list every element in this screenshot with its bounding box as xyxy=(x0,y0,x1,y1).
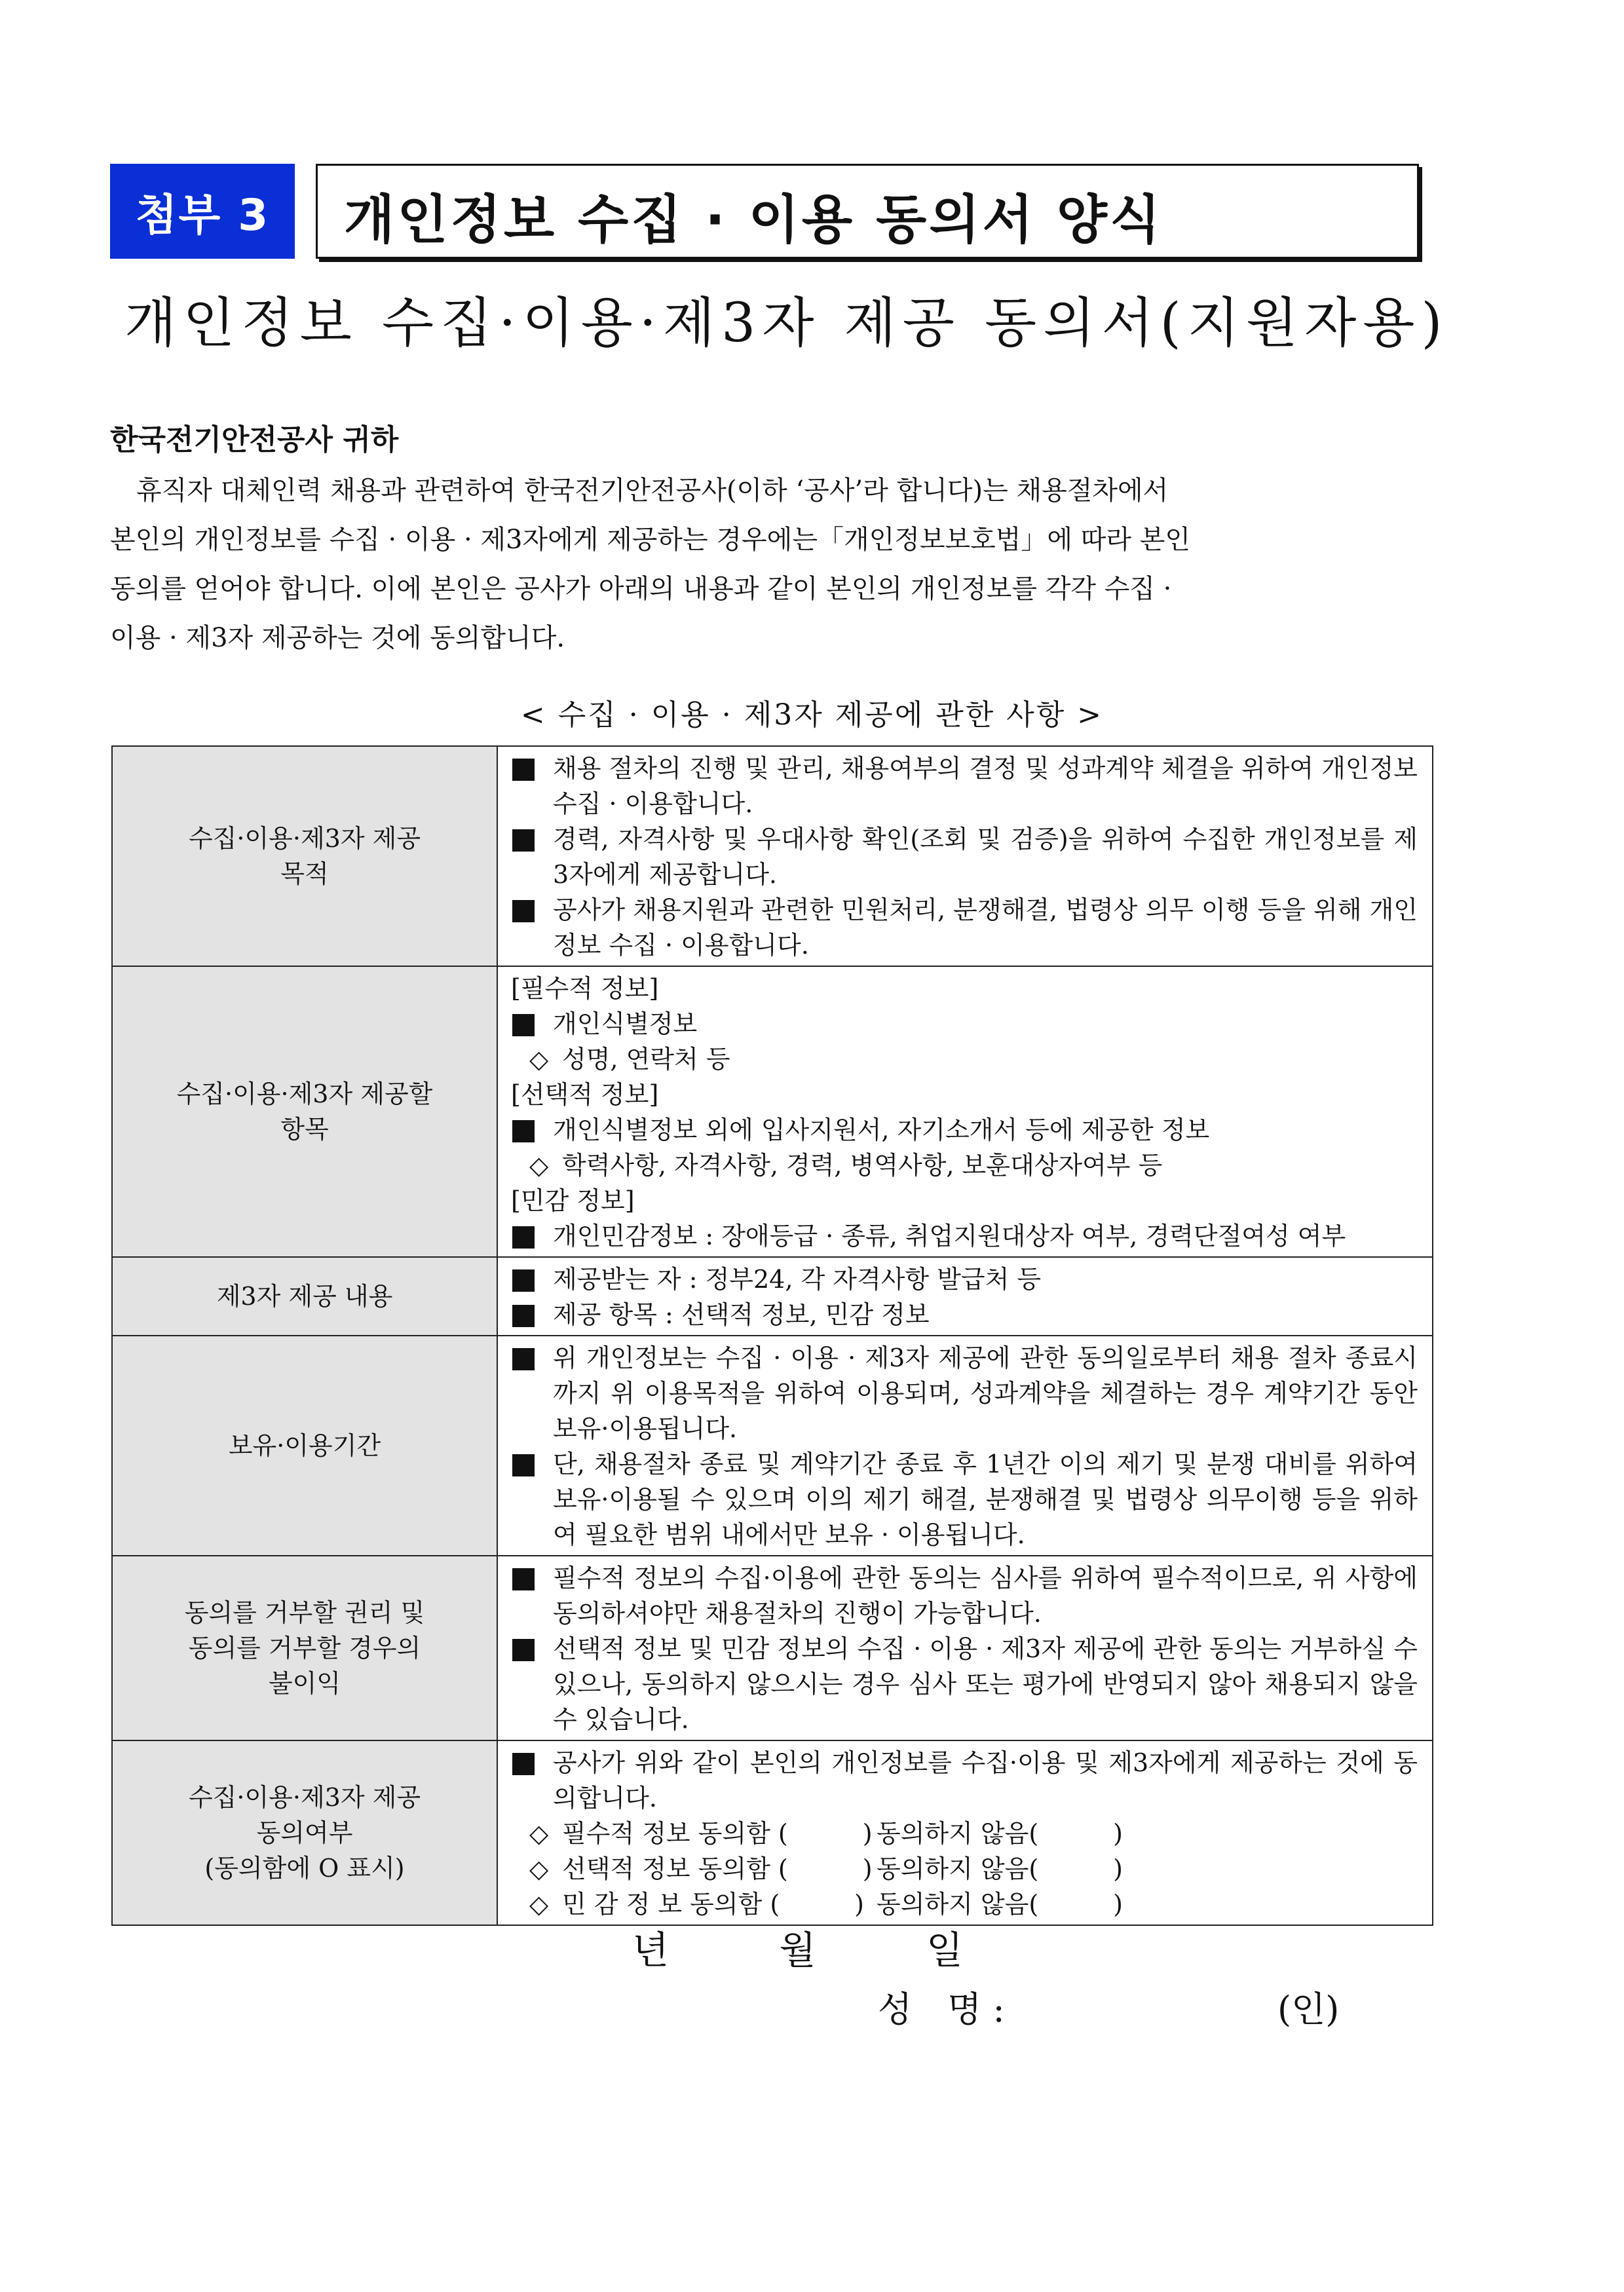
table-row-items xyxy=(112,966,1433,1257)
consent-option-required xyxy=(511,1816,1418,1851)
agree-checkbox[interactable]: 필수적 정보 동의함 ( ) xyxy=(562,1819,873,1848)
intro-line: 휴직자 대체인력 채용과 관련하여 한국전기안전공사(이하 ‘공사’라 합니다)는 채용절차에서 xyxy=(110,476,1169,506)
month-field[interactable]: 월 xyxy=(779,1928,816,1972)
list-item: 공사가 채용지원과 관련한 민원처리, 분쟁해결, 법령상 의무 이행 등을 위해 개인정보 수집 · 이용합니다. xyxy=(511,892,1418,963)
diamond-icon: ◇ xyxy=(529,1890,549,1919)
list-item: 채용 절차의 진행 및 관리, 채용여부의 결정 및 성과계약 체결을 위하여 개인정보 수집 · 이용합니다. xyxy=(511,751,1418,821)
black-square-icon xyxy=(512,1014,535,1036)
consent-option-sensitive xyxy=(511,1887,1418,1922)
list-item: 경력, 자격사항 및 우대사항 확인(조회 및 검증)을 위하여 수집한 개인정보를 제3자에게 제공합니다. xyxy=(511,821,1418,892)
black-square-icon xyxy=(512,1454,535,1476)
row-content xyxy=(497,1336,1433,1556)
agree-checkbox[interactable]: 선택적 정보 동의함 ( ) xyxy=(562,1854,873,1883)
black-square-icon xyxy=(512,829,535,852)
list-item: 필수적 정보의 수집·이용에 관한 동의는 심사를 위하여 필수적이므로, 위 사항에 동의하셔야만 채용절차의 진행이 가능합니다. xyxy=(511,1560,1418,1631)
row-content xyxy=(497,746,1433,966)
list-item: 위 개인정보는 수집 · 이용 · 제3자 제공에 관한 동의일로부터 채용 절차 종료시까지 위 이용목적을 위하여 이용되며, 성과계약을 체결하는 경우 계약기간 동안 보유·이용됩니다. xyxy=(511,1340,1418,1446)
row-label: 수집·이용·제3자 제공 목적 xyxy=(112,746,497,966)
intro-line: 본인의 개인정보를 수집 · 이용 · 제3자에게 제공하는 경우에는「개인정보보호법」에 따라 본인 xyxy=(110,525,1191,555)
table-row-consent xyxy=(112,1740,1433,1925)
row-content xyxy=(497,1257,1433,1336)
day-field[interactable]: 일 xyxy=(926,1928,963,1972)
diamond-icon: ◇ xyxy=(529,1854,549,1883)
consent-statement: 공사가 위와 같이 본인의 개인정보를 수집·이용 및 제3자에게 제공하는 것에 동의합니다. xyxy=(511,1745,1418,1816)
intro-line: 이용 · 제3자 제공하는 것에 동의합니다. xyxy=(110,623,565,653)
black-square-icon xyxy=(512,759,535,781)
signature-name-field[interactable]: 성 명 : xyxy=(878,1989,1005,2030)
list-item: 개인식별정보 xyxy=(511,1006,1418,1042)
required-heading: [필수적 정보] xyxy=(511,974,659,1003)
list-item: 제공 항목 : 선택적 정보, 민감 정보 xyxy=(511,1297,1418,1332)
diamond-icon: ◇ xyxy=(529,1819,549,1848)
date-line xyxy=(632,1919,963,1974)
table-row-third-party xyxy=(112,1257,1433,1336)
black-square-icon xyxy=(512,1568,535,1590)
black-square-icon xyxy=(512,1226,535,1249)
disagree-checkbox[interactable]: 동의하지 않음( ) xyxy=(877,1819,1123,1848)
diamond-icon: ◇ xyxy=(529,1151,549,1180)
row-label: 수집·이용·제3자 제공할 항목 xyxy=(112,966,497,1257)
disagree-checkbox[interactable]: 동의하지 않음( ) xyxy=(877,1854,1123,1883)
disagree-checkbox[interactable]: 동의하지 않음( ) xyxy=(877,1890,1123,1919)
year-field[interactable]: 년 xyxy=(632,1928,670,1972)
list-item: 개인민감정보 : 장애등급 · 종류, 취업지원대상자 여부, 경력단절여성 여부 xyxy=(511,1218,1418,1254)
row-label: 동의를 거부할 권리 및 동의를 거부할 경우의 불이익 xyxy=(112,1556,497,1740)
intro-line: 동의를 얻어야 합니다. 이에 본인은 공사가 아래의 내용과 같이 본인의 개인정보를 각각 수집 · xyxy=(110,574,1172,604)
list-item: 단, 채용절차 종료 및 계약기간 종료 후 1년간 이의 제기 및 분쟁 대비를 위하여 보유·이용될 수 있으며 이의 제기 해결, 분쟁해결 및 법령상 의무이행 등을 위하여 필요한 범위 내에서만 보유 · 이용됩니다. xyxy=(511,1446,1418,1552)
diamond-icon: ◇ xyxy=(529,1045,549,1074)
black-square-icon xyxy=(512,1305,535,1327)
seal-mark: (인) xyxy=(1277,1989,1340,2030)
recipient: 한국전기안전공사 귀하 xyxy=(110,423,399,457)
black-square-icon xyxy=(512,1120,535,1142)
sub-item: ◇ 성명, 연락처 등 xyxy=(511,1042,1418,1077)
optional-heading: [선택적 정보] xyxy=(511,1080,659,1109)
row-label: 보유·이용기간 xyxy=(112,1336,497,1556)
sensitive-heading: [민감 정보] xyxy=(511,1186,635,1215)
table-row-retention xyxy=(112,1336,1433,1556)
black-square-icon xyxy=(512,900,535,922)
consent-option-optional xyxy=(511,1851,1418,1887)
agree-checkbox[interactable]: 민 감 정 보 동의함 ( ) xyxy=(562,1890,865,1919)
row-content xyxy=(497,1556,1433,1740)
black-square-icon xyxy=(512,1639,535,1661)
list-item: 선택적 정보 및 민감 정보의 수집 · 이용 · 제3자 제공에 관한 동의는 거부하실 수 있으나, 동의하지 않으시는 경우 심사 또는 평가에 반영되지 않아 채용되지 않을 수 있습니다. xyxy=(511,1631,1418,1737)
black-square-icon xyxy=(512,1753,535,1775)
document-title: 개인정보 수집·이용·제3자 제공 동의서(지원자용) xyxy=(124,292,1449,354)
table-row-purpose xyxy=(112,746,1433,966)
attachment-header xyxy=(110,164,1419,259)
section-heading: < 수집 · 이용 · 제3자 제공에 관한 사항 > xyxy=(520,698,1104,732)
consent-table xyxy=(111,745,1433,1926)
header-title: 개인정보 수집 · 이용 동의서 양식 xyxy=(344,189,1163,250)
row-content xyxy=(497,1740,1433,1925)
table-row-refusal xyxy=(112,1556,1433,1740)
header-title-box xyxy=(316,164,1419,259)
row-label: 제3자 제공 내용 xyxy=(112,1257,497,1336)
row-label: 수집·이용·제3자 제공 동의여부 (동의함에 O 표시) xyxy=(112,1740,497,1925)
black-square-icon xyxy=(512,1348,535,1370)
intro-paragraph xyxy=(110,466,1440,663)
row-content xyxy=(497,966,1433,1257)
attachment-badge: 첨부 3 xyxy=(110,164,295,259)
black-square-icon xyxy=(512,1269,535,1292)
sub-item: ◇ 학력사항, 자격사항, 경력, 병역사항, 보훈대상자여부 등 xyxy=(511,1148,1418,1183)
list-item: 개인식별정보 외에 입사지원서, 자기소개서 등에 제공한 정보 xyxy=(511,1112,1418,1148)
list-item: 제공받는 자 : 정부24, 각 자격사항 발급처 등 xyxy=(511,1262,1418,1297)
